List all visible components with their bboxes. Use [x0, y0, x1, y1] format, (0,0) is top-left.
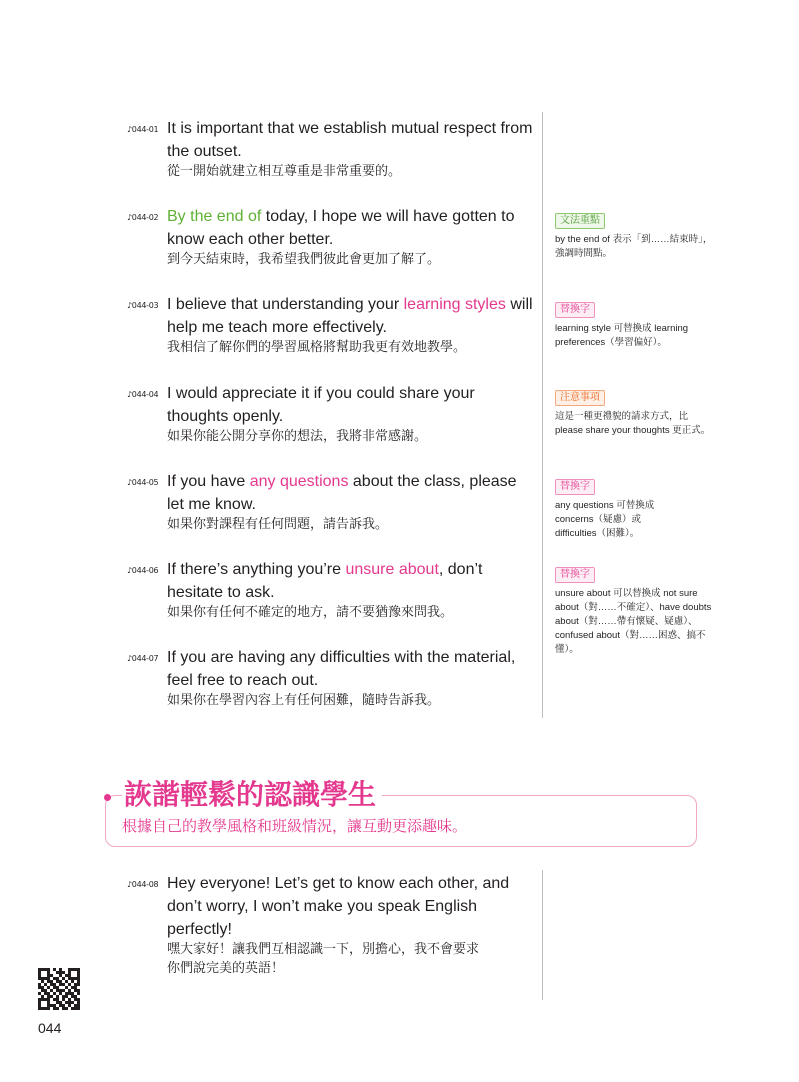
audio-track-code[interactable]: ♪044-05 [127, 478, 159, 487]
column-divider [542, 112, 543, 718]
sentence-start: I believe that understanding your [167, 296, 404, 313]
chinese-translation-line-2: 你們說完美的英語！ [167, 961, 285, 976]
note-tag: 替換字 [555, 479, 595, 495]
english-sentence: Hey everyone! Let’s get to know each other, and don’t worry, I won’t make you speak English perfectly! [167, 875, 510, 938]
column-divider-2 [542, 870, 543, 1000]
note-text: learning style 可替換成 learning preferences（學習偏好）。 [555, 323, 689, 348]
side-note-grammar [555, 208, 730, 261]
note-tag: 注意事項 [555, 390, 605, 406]
side-note-caution [555, 385, 730, 438]
audio-track-code[interactable]: ♪044-02 [127, 213, 159, 222]
sentence-rest: , don’t hesitate to ask. [167, 561, 483, 601]
highlight-replace: unsure about [345, 561, 439, 578]
sentence-rest: today, I hope we will have gotten to know each other better. [167, 208, 515, 248]
chinese-translation-line-1: 嘿大家好！讓我們互相認識一下，別擔心，我不會要求 [167, 942, 480, 957]
side-note-replace-2 [555, 474, 730, 541]
english-sentence: I would appreciate it if you could share your thoughts openly. [167, 385, 475, 425]
highlight-grammar: By the end of [167, 208, 262, 225]
note-text: unsure about 可以替換成 not sure about（對……不確定）、have doubts about（對……帶有懷疑、疑慮）、confused about（對……困惑、搞不懂）。 [555, 588, 712, 655]
english-sentence [167, 293, 537, 339]
side-note-replace-1 [555, 297, 730, 350]
page-number: 044 [38, 1020, 62, 1036]
note-text: by the end of 表示「到……結束時」，強調時間點。 [555, 234, 713, 259]
chinese-translation: 到今天結束時，我希望我們彼此會更加了解了。 [167, 252, 441, 267]
audio-track-code[interactable]: ♪044-01 [127, 125, 159, 134]
english-sentence: If you are having any difficulties with the material, feel free to reach out. [167, 649, 516, 689]
section-bullet-dot [104, 794, 111, 801]
english-sentence [167, 470, 537, 516]
sentence-rest: about the class, please let me know. [167, 473, 517, 513]
audio-track-code[interactable]: ♪044-03 [127, 301, 159, 310]
qr-code-icon[interactable] [38, 968, 80, 1010]
english-sentence: It is important that we establish mutual respect from the outset. [167, 120, 533, 160]
chinese-translation: 我相信了解你們的學習風格將幫助我更有效地教學。 [167, 340, 467, 355]
chinese-translation: 如果你能公開分享你的想法，我將非常感謝。 [167, 429, 428, 444]
chinese-translation: 從一開始就建立相互尊重是非常重要的。 [167, 164, 402, 179]
chinese-translation: 如果你在學習內容上有任何困難，隨時告訴我。 [167, 693, 441, 708]
sentence-start: If you have [167, 473, 250, 490]
note-text: 這是一種更禮貌的請求方式，比 please share your thoughts 更正式。 [555, 411, 711, 436]
note-tag: 替換字 [555, 302, 595, 318]
highlight-replace: learning styles [403, 296, 506, 313]
note-tag: 文法重點 [555, 213, 605, 229]
note-text: any questions 可替換成 concerns（疑慮）或 difficulties（困難）。 [555, 500, 655, 539]
side-note-replace-3 [555, 562, 730, 657]
sentence-rest: will help me teach more effectively. [167, 296, 533, 336]
chinese-translation: 如果你對課程有任何問題，請告訴我。 [167, 517, 389, 532]
audio-track-code[interactable]: ♪044-04 [127, 390, 159, 399]
audio-track-code[interactable]: ♪044-06 [127, 566, 159, 575]
chinese-translation: 如果你有任何不確定的地方，請不要猶豫來問我。 [167, 605, 454, 620]
audio-track-code[interactable]: ♪044-08 [127, 880, 159, 889]
english-sentence [167, 205, 537, 251]
english-sentence [167, 558, 537, 604]
sentence-start: If there’s anything you’re [167, 561, 346, 578]
section-subtitle: 根據自己的教學風格和班級情況，讓互動更添趣味。 [122, 817, 468, 835]
audio-track-code[interactable]: ♪044-07 [127, 654, 159, 663]
note-tag: 替換字 [555, 567, 595, 583]
section-title: 詼諧輕鬆的認識學生 [122, 777, 382, 813]
highlight-replace: any questions [249, 473, 349, 490]
